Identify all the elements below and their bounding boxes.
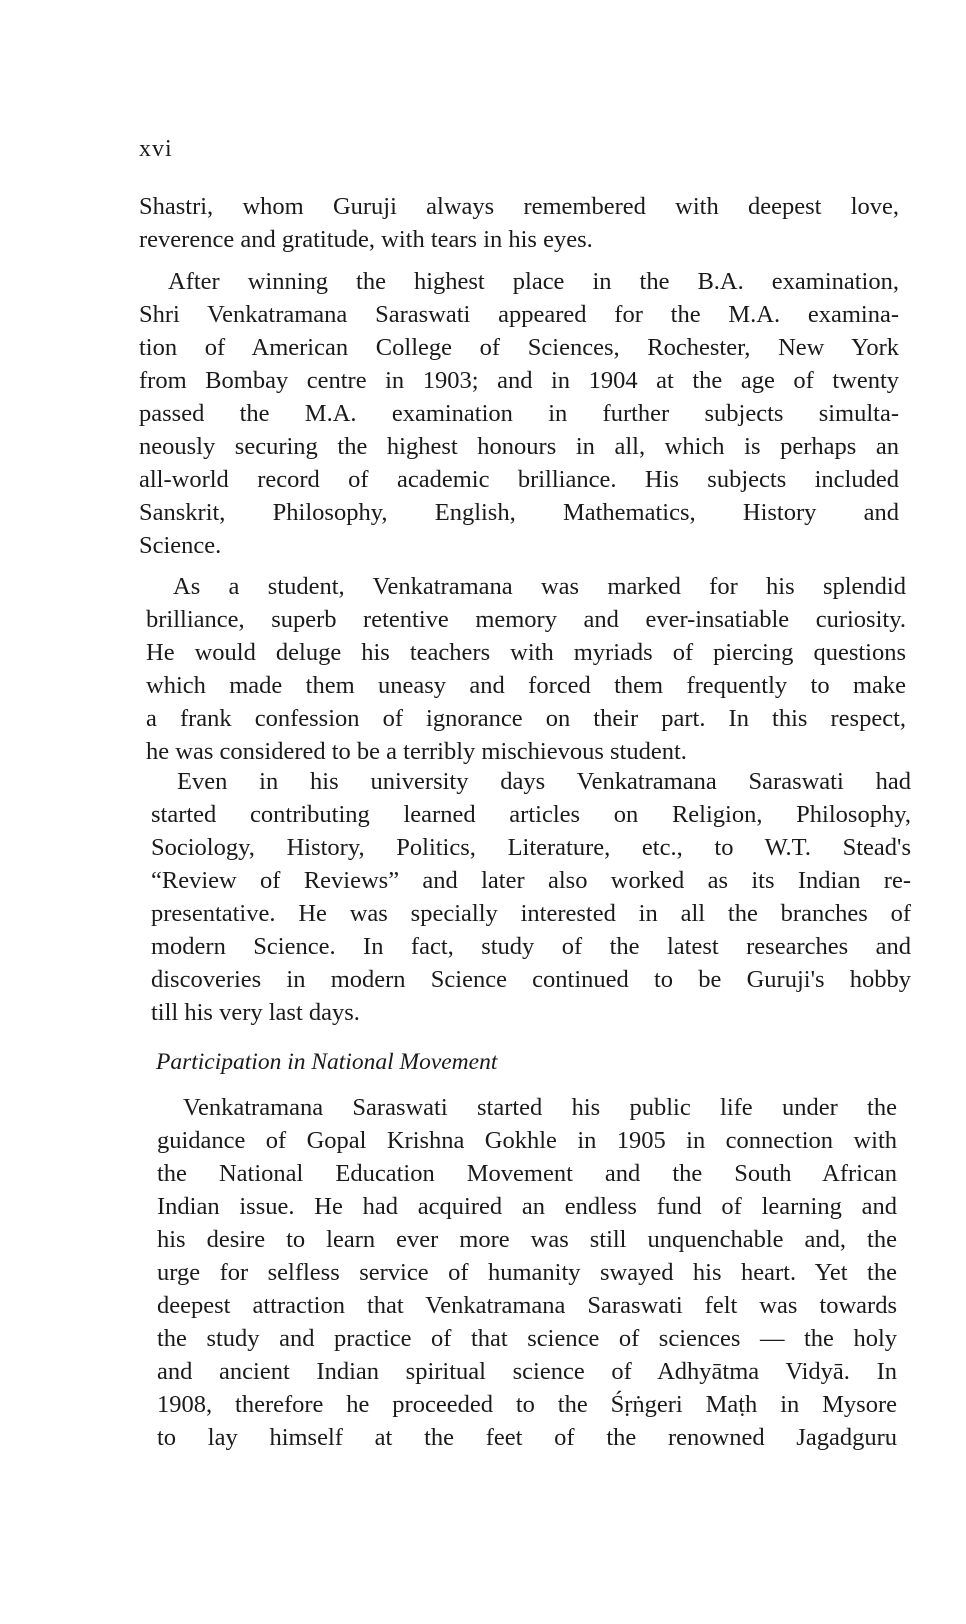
section-heading: Participation in National Movement [156,1049,498,1075]
text-line: After winning the highest place in the B.A. examination, [168,268,899,295]
text-line: and ancient Indian spiritual science of Adhyātma Vidyā. In [157,1358,897,1385]
text-line: all-world record of academic brilliance. His subjects included [139,466,899,493]
text-line: deepest attraction that Venkatramana Saraswati felt was towards [157,1292,897,1319]
text-line: Sanskrit, Philosophy, English, Mathematics, History and [139,499,899,526]
page-number: xvi [139,136,173,162]
text-line: from Bombay centre in 1903; and in 1904 at the age of twenty [139,367,899,394]
text-line: modern Science. In fact, study of the latest researches and [151,933,911,960]
text-line: “Review of Reviews” and later also worked as its Indian re- [151,867,911,894]
text-line: the study and practice of that science of sciences — the holy [157,1325,897,1352]
text-line: reverence and gratitude, with tears in his eyes. [139,226,593,253]
text-line: which made them uneasy and forced them frequently to make [146,672,906,699]
text-line: Sociology, History, Politics, Literature, etc., to W.T. Stead's [151,834,911,861]
text-line: Shastri, whom Guruji always remembered with deepest love, [139,193,899,220]
text-line: urge for selfless service of humanity swayed his heart. Yet the [157,1259,897,1286]
text-line: he was considered to be a terribly mischievous student. [146,738,687,765]
paragraph [139,190,899,256]
text-line: passed the M.A. examination in further subjects simulta- [139,400,899,427]
text-line: tion of American College of Sciences, Rochester, New York [139,334,899,361]
text-line: As a student, Venkatramana was marked for his splendid [173,573,906,600]
text-line: neously securing the highest honours in all, which is perhaps an [139,433,899,460]
text-line: guidance of Gopal Krishna Gokhle in 1905 in connection with [157,1127,897,1154]
text-line: discoveries in modern Science continued to be Guruji's hobby [151,966,911,993]
text-line: a frank confession of ignorance on their part. In this respect, [146,705,906,732]
text-line: 1908, therefore he proceeded to the Śṛṅgeri Maṭh in Mysore [157,1391,897,1418]
paragraph [151,765,911,1029]
text-line: Science. [139,532,222,559]
text-line: Indian issue. He had acquired an endless fund of learning and [157,1193,897,1220]
text-line: started contributing learned articles on Religion, Philosophy, [151,801,911,828]
text-line: presentative. He was specially interested in all the branches of [151,900,911,927]
text-line: Even in his university days Venkatramana Saraswati had [177,768,911,795]
paragraph [157,1091,897,1454]
text-line: brilliance, superb retentive memory and ever-insatiable curiosity. [146,606,906,633]
text-line: Shri Venkatramana Saraswati appeared for the M.A. examina- [139,301,899,328]
text-line: He would deluge his teachers with myriads of piercing questions [146,639,906,666]
text-line: his desire to learn ever more was still unquenchable and, the [157,1226,897,1253]
text-line: Venkatramana Saraswati started his public life under the [183,1094,897,1121]
text-line: till his very last days. [151,999,360,1026]
paragraph [146,570,906,768]
text-line: to lay himself at the feet of the renowned Jagadguru [157,1424,897,1451]
text-line: the National Education Movement and the South African [157,1160,897,1187]
paragraph [139,265,899,562]
